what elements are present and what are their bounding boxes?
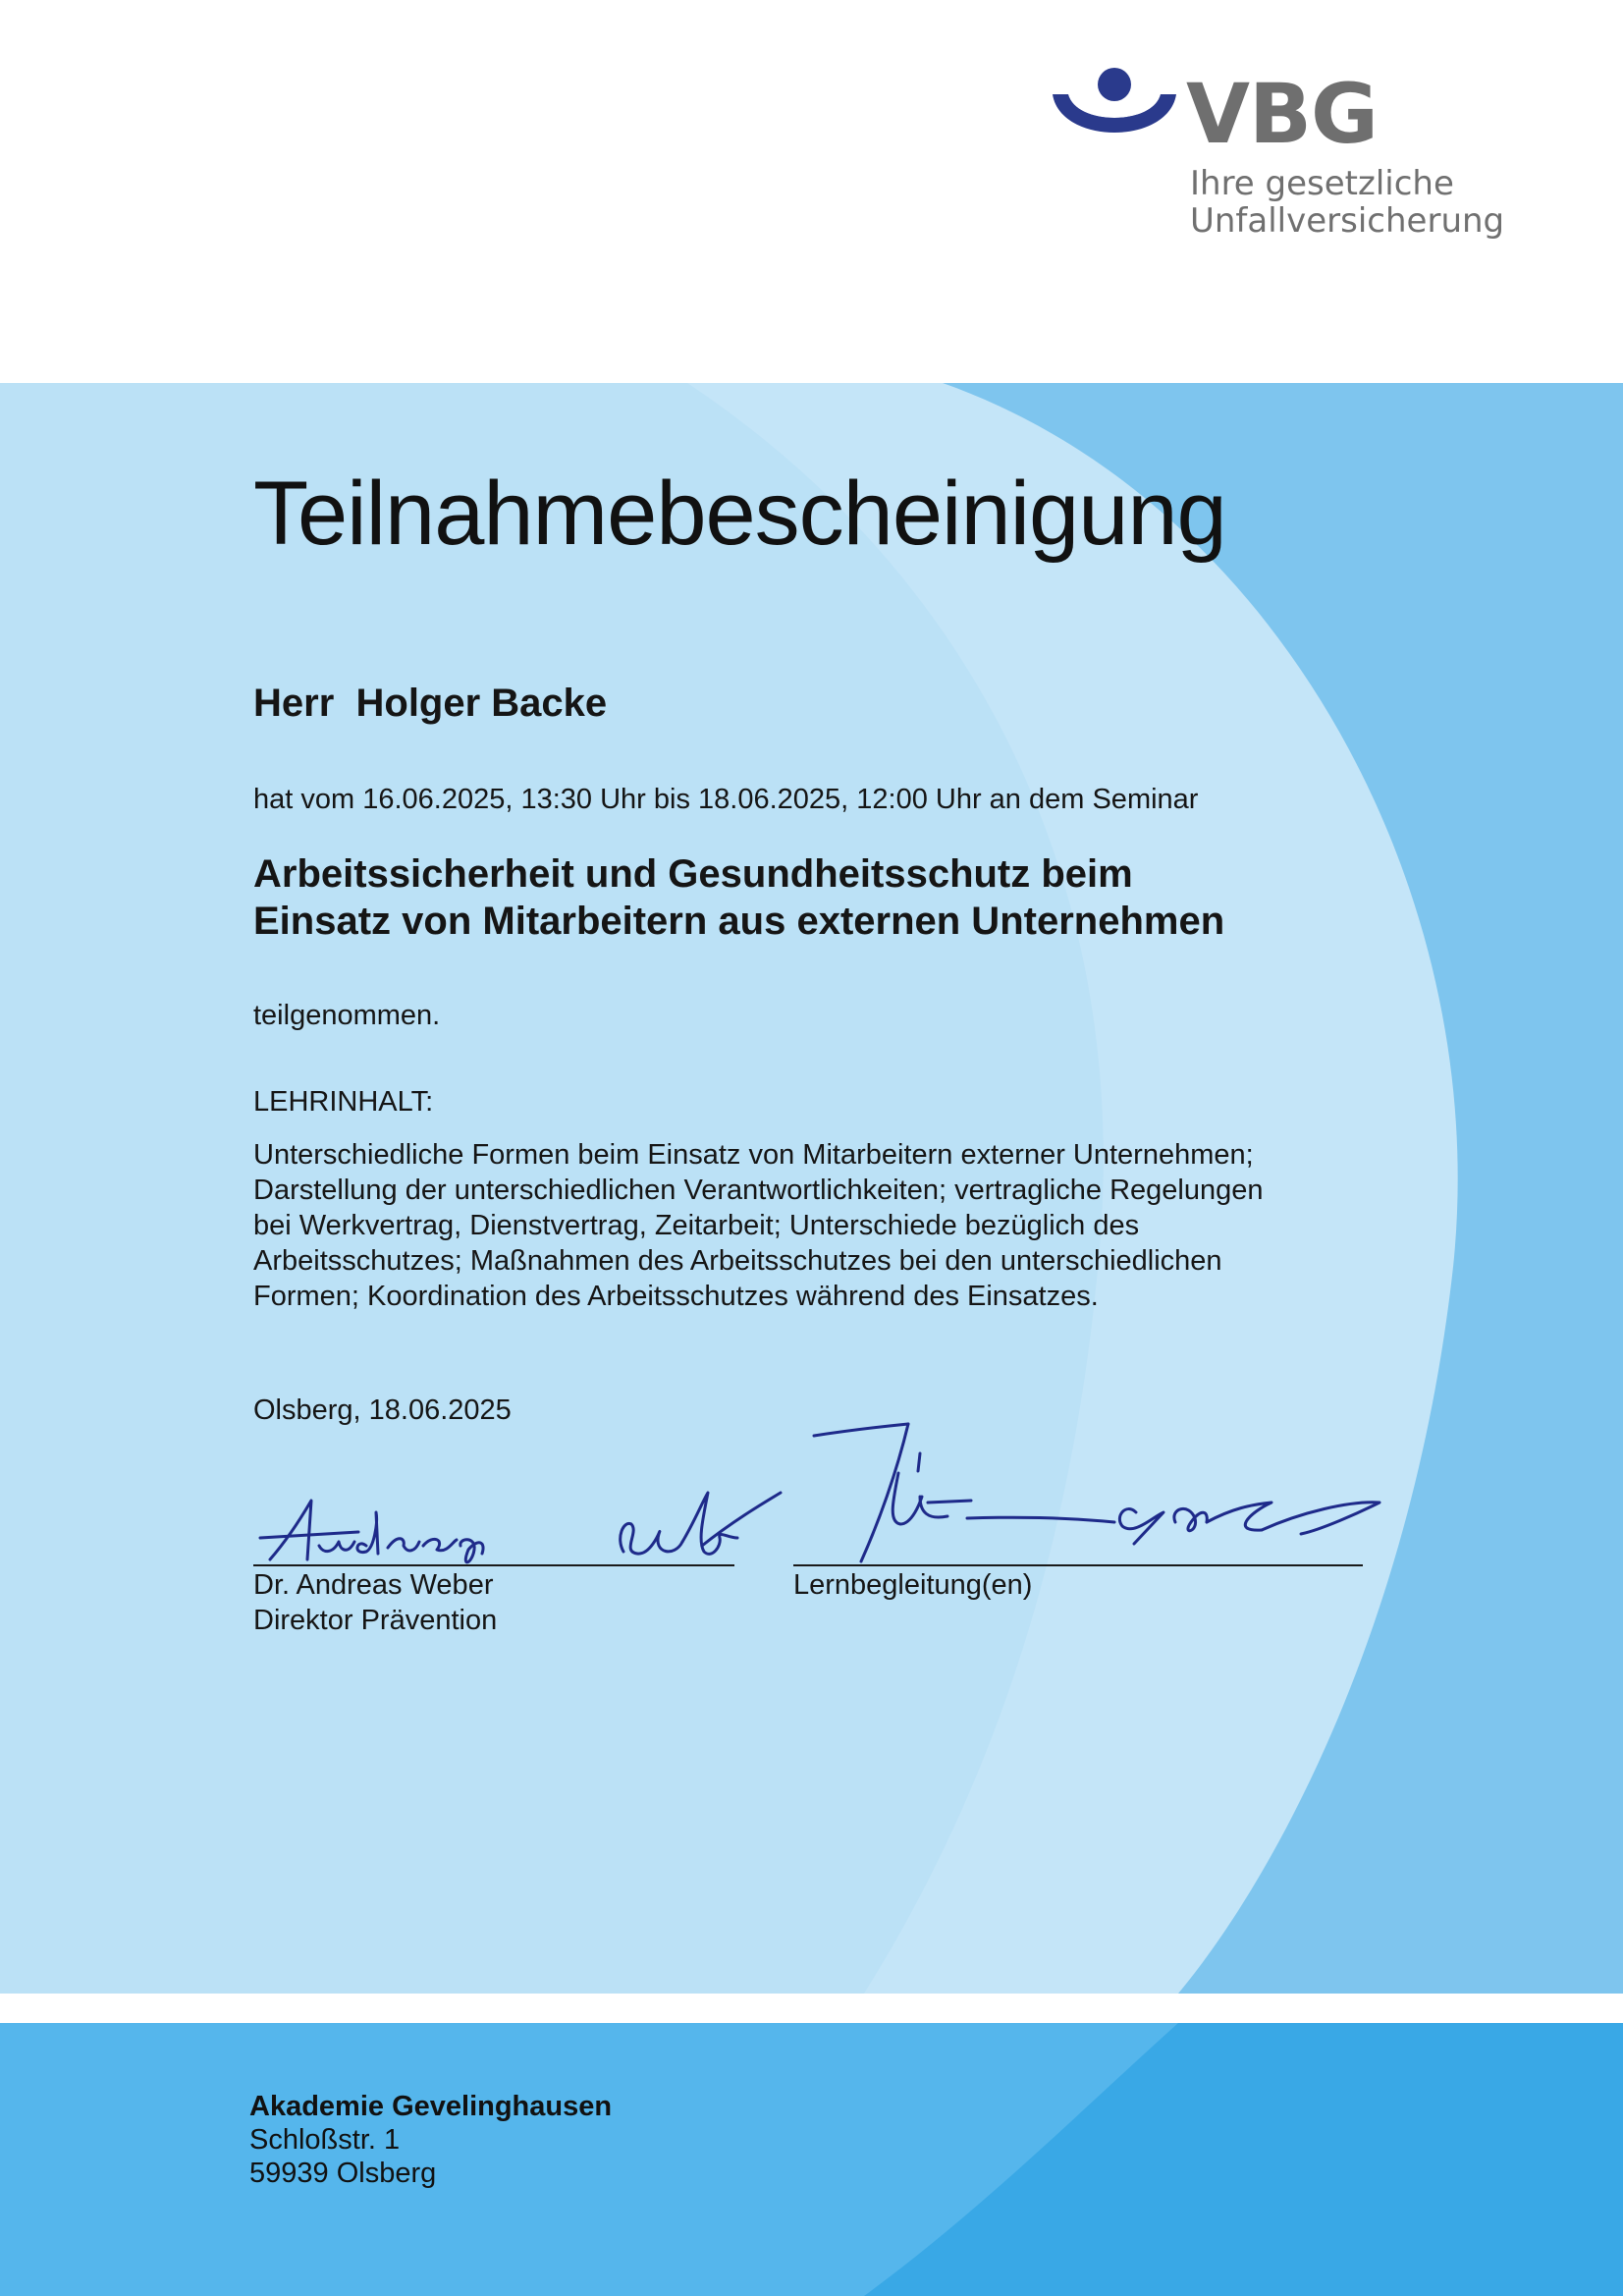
seminar-title-line-1: Arbeitssicherheit und Gesundheitsschutz beim [253, 852, 1133, 896]
footer-arc [0, 2023, 1623, 2296]
signature-line-director [253, 1564, 734, 1566]
signer-name: Dr. Andreas Weber [253, 1569, 494, 1601]
document-title: Teilnahmebescheinigung [253, 464, 1226, 564]
content-line: Darstellung der unterschiedlichen Verantwortlichkeiten; vertragliche Regelungen [253, 1175, 1264, 1206]
place-and-date: Olsberg, 18.06.2025 [253, 1394, 512, 1426]
logo-name: VBG [1186, 66, 1378, 162]
content-description [253, 1137, 1382, 1314]
seminar-date-line: hat vom 16.06.2025, 13:30 Uhr bis 18.06.2025, 12:00 Uhr an dem Seminar [253, 784, 1199, 815]
footer-city: 59939 Olsberg [249, 2158, 437, 2189]
vbg-person-mark-icon [1051, 67, 1178, 165]
footer-band [0, 2023, 1623, 2296]
content-line: bei Werkvertrag, Dienstvertrag, Zeitarbeit; Unterschiede bezüglich des [253, 1210, 1140, 1241]
logo-tagline-line2: Unfallversicherung [1190, 201, 1505, 241]
recipient-name: Herr Holger Backe [253, 682, 608, 725]
signer-role: Direktor Prävention [253, 1605, 498, 1636]
content-line: Arbeitsschutzes; Maßnahmen des Arbeitsschutzes bei den unterschiedlichen [253, 1245, 1222, 1277]
participated-text: teilgenommen. [253, 1000, 441, 1031]
logo-tagline-line1: Ihre gesetzliche [1190, 164, 1454, 203]
vbg-logo [1051, 66, 1505, 253]
signature-line-learning-guide [793, 1564, 1363, 1566]
footer-organization: Akademie Gevelinghausen [249, 2091, 613, 2122]
seminar-title-line-2: Einsatz von Mitarbeitern aus externen Unternehmen [253, 900, 1225, 943]
learning-guides-label: Lernbegleitung(en) [793, 1569, 1033, 1601]
seminar-title [253, 850, 1224, 945]
content-line: Formen; Koordination des Arbeitsschutzes während des Einsatzes. [253, 1281, 1099, 1312]
footer-street: Schloßstr. 1 [249, 2124, 401, 2156]
footer-address [249, 2090, 612, 2190]
header [0, 0, 1623, 383]
content-line: Unterschiedliche Formen beim Einsatz von Mitarbeitern externer Unternehmen; [253, 1139, 1254, 1171]
content-label: LEHRINHALT: [253, 1086, 434, 1118]
